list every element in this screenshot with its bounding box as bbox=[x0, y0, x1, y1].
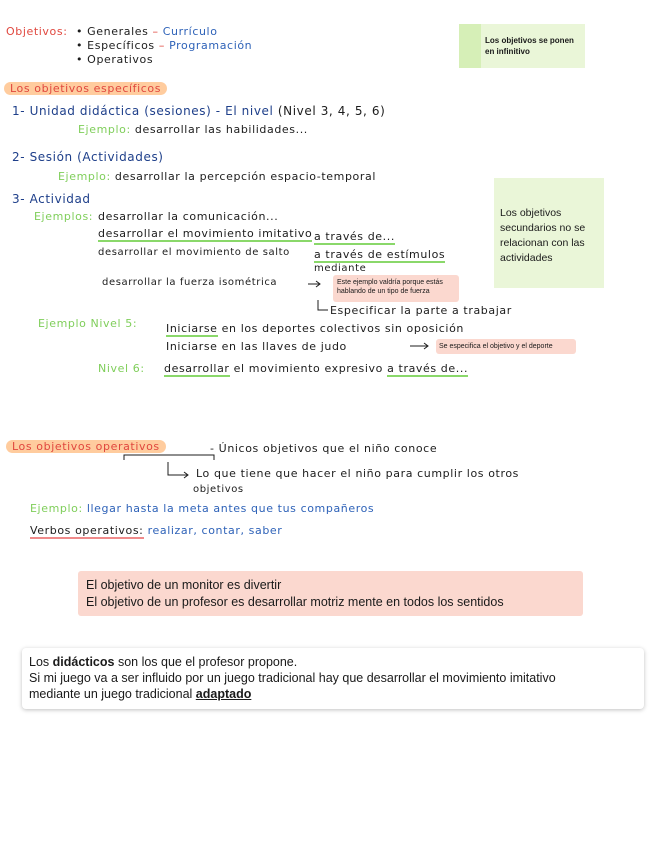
generales-value: Currículo bbox=[162, 25, 218, 38]
operativos-title bbox=[6, 440, 166, 453]
operativos-example bbox=[30, 502, 374, 515]
operativos-example-label: Ejemplo: bbox=[30, 502, 83, 515]
objetivos-operativos bbox=[76, 53, 153, 66]
l1-example bbox=[78, 123, 308, 136]
note-infinitivo-text: Los objetivos se ponen en infinitivo bbox=[485, 36, 574, 56]
card-line2: Si mi juego va a ser influido por un juego tradicional hay que desarrollar el movimiento imitativo bbox=[29, 671, 556, 685]
nivel6-end: a través de... bbox=[387, 362, 469, 375]
nivel6-line bbox=[164, 362, 468, 375]
l2-title: 2- Sesión (Actividades) bbox=[12, 150, 164, 164]
especificos-title-highlight: Los objetivos específicos bbox=[4, 82, 167, 95]
operativos-desc2b: objetivos bbox=[193, 484, 244, 495]
arrow-isometrica bbox=[308, 281, 320, 287]
nivel5-label: Ejemplo Nivel 5: bbox=[38, 317, 138, 330]
nivel6-label: Nivel 6: bbox=[98, 362, 145, 375]
card-line1-a: Los bbox=[29, 655, 53, 669]
l3-line-imitativo-text: desarrollar el movimiento imitativo bbox=[98, 227, 313, 240]
l2-example-text: desarrollar la percepción espacio-temporal bbox=[114, 170, 376, 183]
objetivos-generales bbox=[76, 25, 218, 38]
l3-line-atraves-text: a través de... bbox=[314, 230, 395, 243]
note-deporte: Se especifica el objetivo y el deporte bbox=[436, 339, 576, 354]
nivel5-line2-rest: en las llaves de judo bbox=[221, 340, 347, 353]
l2-example-label: Ejemplo: bbox=[58, 170, 111, 183]
l3-line-imitativo bbox=[98, 227, 312, 240]
card-line1 bbox=[29, 654, 637, 670]
l3-title: 3- Actividad bbox=[12, 192, 91, 206]
note-isometrica: Este ejemplo valdría porque estás hablando de un tipo de fuerza bbox=[333, 275, 459, 302]
objetivos-especificos bbox=[76, 39, 252, 52]
verbos-list: realizar, contar, saber bbox=[147, 524, 283, 537]
note-monitor-line1: El objetivo de un monitor es divertir bbox=[86, 578, 282, 592]
operativos-desc2: Lo que tiene que hacer el niño para cumplir los otros bbox=[196, 467, 519, 480]
didacticos-card bbox=[22, 648, 644, 709]
nivel5-line2 bbox=[166, 340, 347, 353]
card-line3-bold: adaptado bbox=[195, 687, 252, 701]
l1-title-text: 1- Unidad didáctica (sesiones) - El nivel bbox=[12, 104, 274, 118]
l1-levels: (Nivel 3, 4, 5, 6) bbox=[277, 104, 386, 118]
l3-line-atraves bbox=[314, 230, 395, 243]
l3-example-label: Ejemplos: bbox=[34, 210, 94, 223]
nivel5-line1 bbox=[166, 322, 464, 335]
card-line1-b: son los que el profesor propone. bbox=[114, 655, 298, 669]
l3-line-comunicacion: desarrollar la comunicación... bbox=[98, 210, 279, 223]
note-monitor bbox=[78, 571, 583, 616]
especificos-label: • Específicos bbox=[76, 39, 155, 52]
l1-title bbox=[12, 104, 385, 118]
operativos-example-text: llegar hasta la meta antes que tus compañeros bbox=[86, 502, 375, 515]
objetivos-label: Objetivos: bbox=[6, 25, 68, 38]
l3-line-salto: desarrollar el movimiento de salto bbox=[98, 247, 290, 258]
operativos-label: • Operativos bbox=[76, 53, 154, 66]
generales-label: • Generales bbox=[76, 25, 149, 38]
note-monitor-line2: El objetivo de un profesor es desarrollar motriz mente en todos los sentidos bbox=[86, 595, 504, 609]
nivel6-mid: el movimiento expresivo bbox=[233, 362, 383, 375]
nivel5-line1-verb: Iniciarse bbox=[166, 322, 218, 335]
especificar-line: Especificar la parte a trabajar bbox=[330, 304, 512, 317]
l3-line-estimulos bbox=[314, 248, 445, 261]
l2-example bbox=[58, 170, 376, 183]
l1-example-label: Ejemplo: bbox=[78, 123, 131, 136]
arrow-operativos bbox=[168, 462, 188, 478]
especificos-title bbox=[4, 82, 167, 95]
generales-sep: – bbox=[152, 25, 159, 38]
note-infinitivo bbox=[459, 24, 585, 68]
operativos-title-highlight: Los objetivos operativos bbox=[6, 440, 166, 453]
nivel6-verb: desarrollar bbox=[164, 362, 230, 375]
note-secundarios: Los objetivos secundarios no se relacionan con las actividades bbox=[494, 178, 604, 288]
operativos-verbos bbox=[30, 524, 282, 537]
l3-line-isometrica: desarrollar la fuerza isométrica bbox=[102, 277, 278, 288]
especificos-sep: – bbox=[158, 39, 165, 52]
operativos-desc: - Únicos objetivos que el niño conoce bbox=[210, 442, 438, 455]
especificos-value: Programación bbox=[169, 39, 253, 52]
l3-line-mediante: mediante bbox=[314, 263, 367, 274]
arrow-deporte bbox=[410, 343, 428, 349]
arrow-especificar bbox=[318, 300, 328, 310]
card-line3 bbox=[29, 686, 637, 702]
card-line1-bold: didácticos bbox=[52, 655, 115, 669]
nivel5-line1-rest: en los deportes colectivos sin oposición bbox=[221, 322, 464, 335]
l3-line-estimulos-text: a través de estímulos bbox=[314, 248, 446, 261]
bracket-operativos bbox=[124, 455, 214, 460]
l1-example-text: desarrollar las habilidades... bbox=[134, 123, 308, 136]
verbos-label: Verbos operativos: bbox=[30, 524, 144, 537]
card-line3-a: mediante un juego tradicional bbox=[29, 687, 196, 701]
note-bar bbox=[459, 24, 481, 68]
nivel5-line2-verb: Iniciarse bbox=[166, 340, 218, 353]
